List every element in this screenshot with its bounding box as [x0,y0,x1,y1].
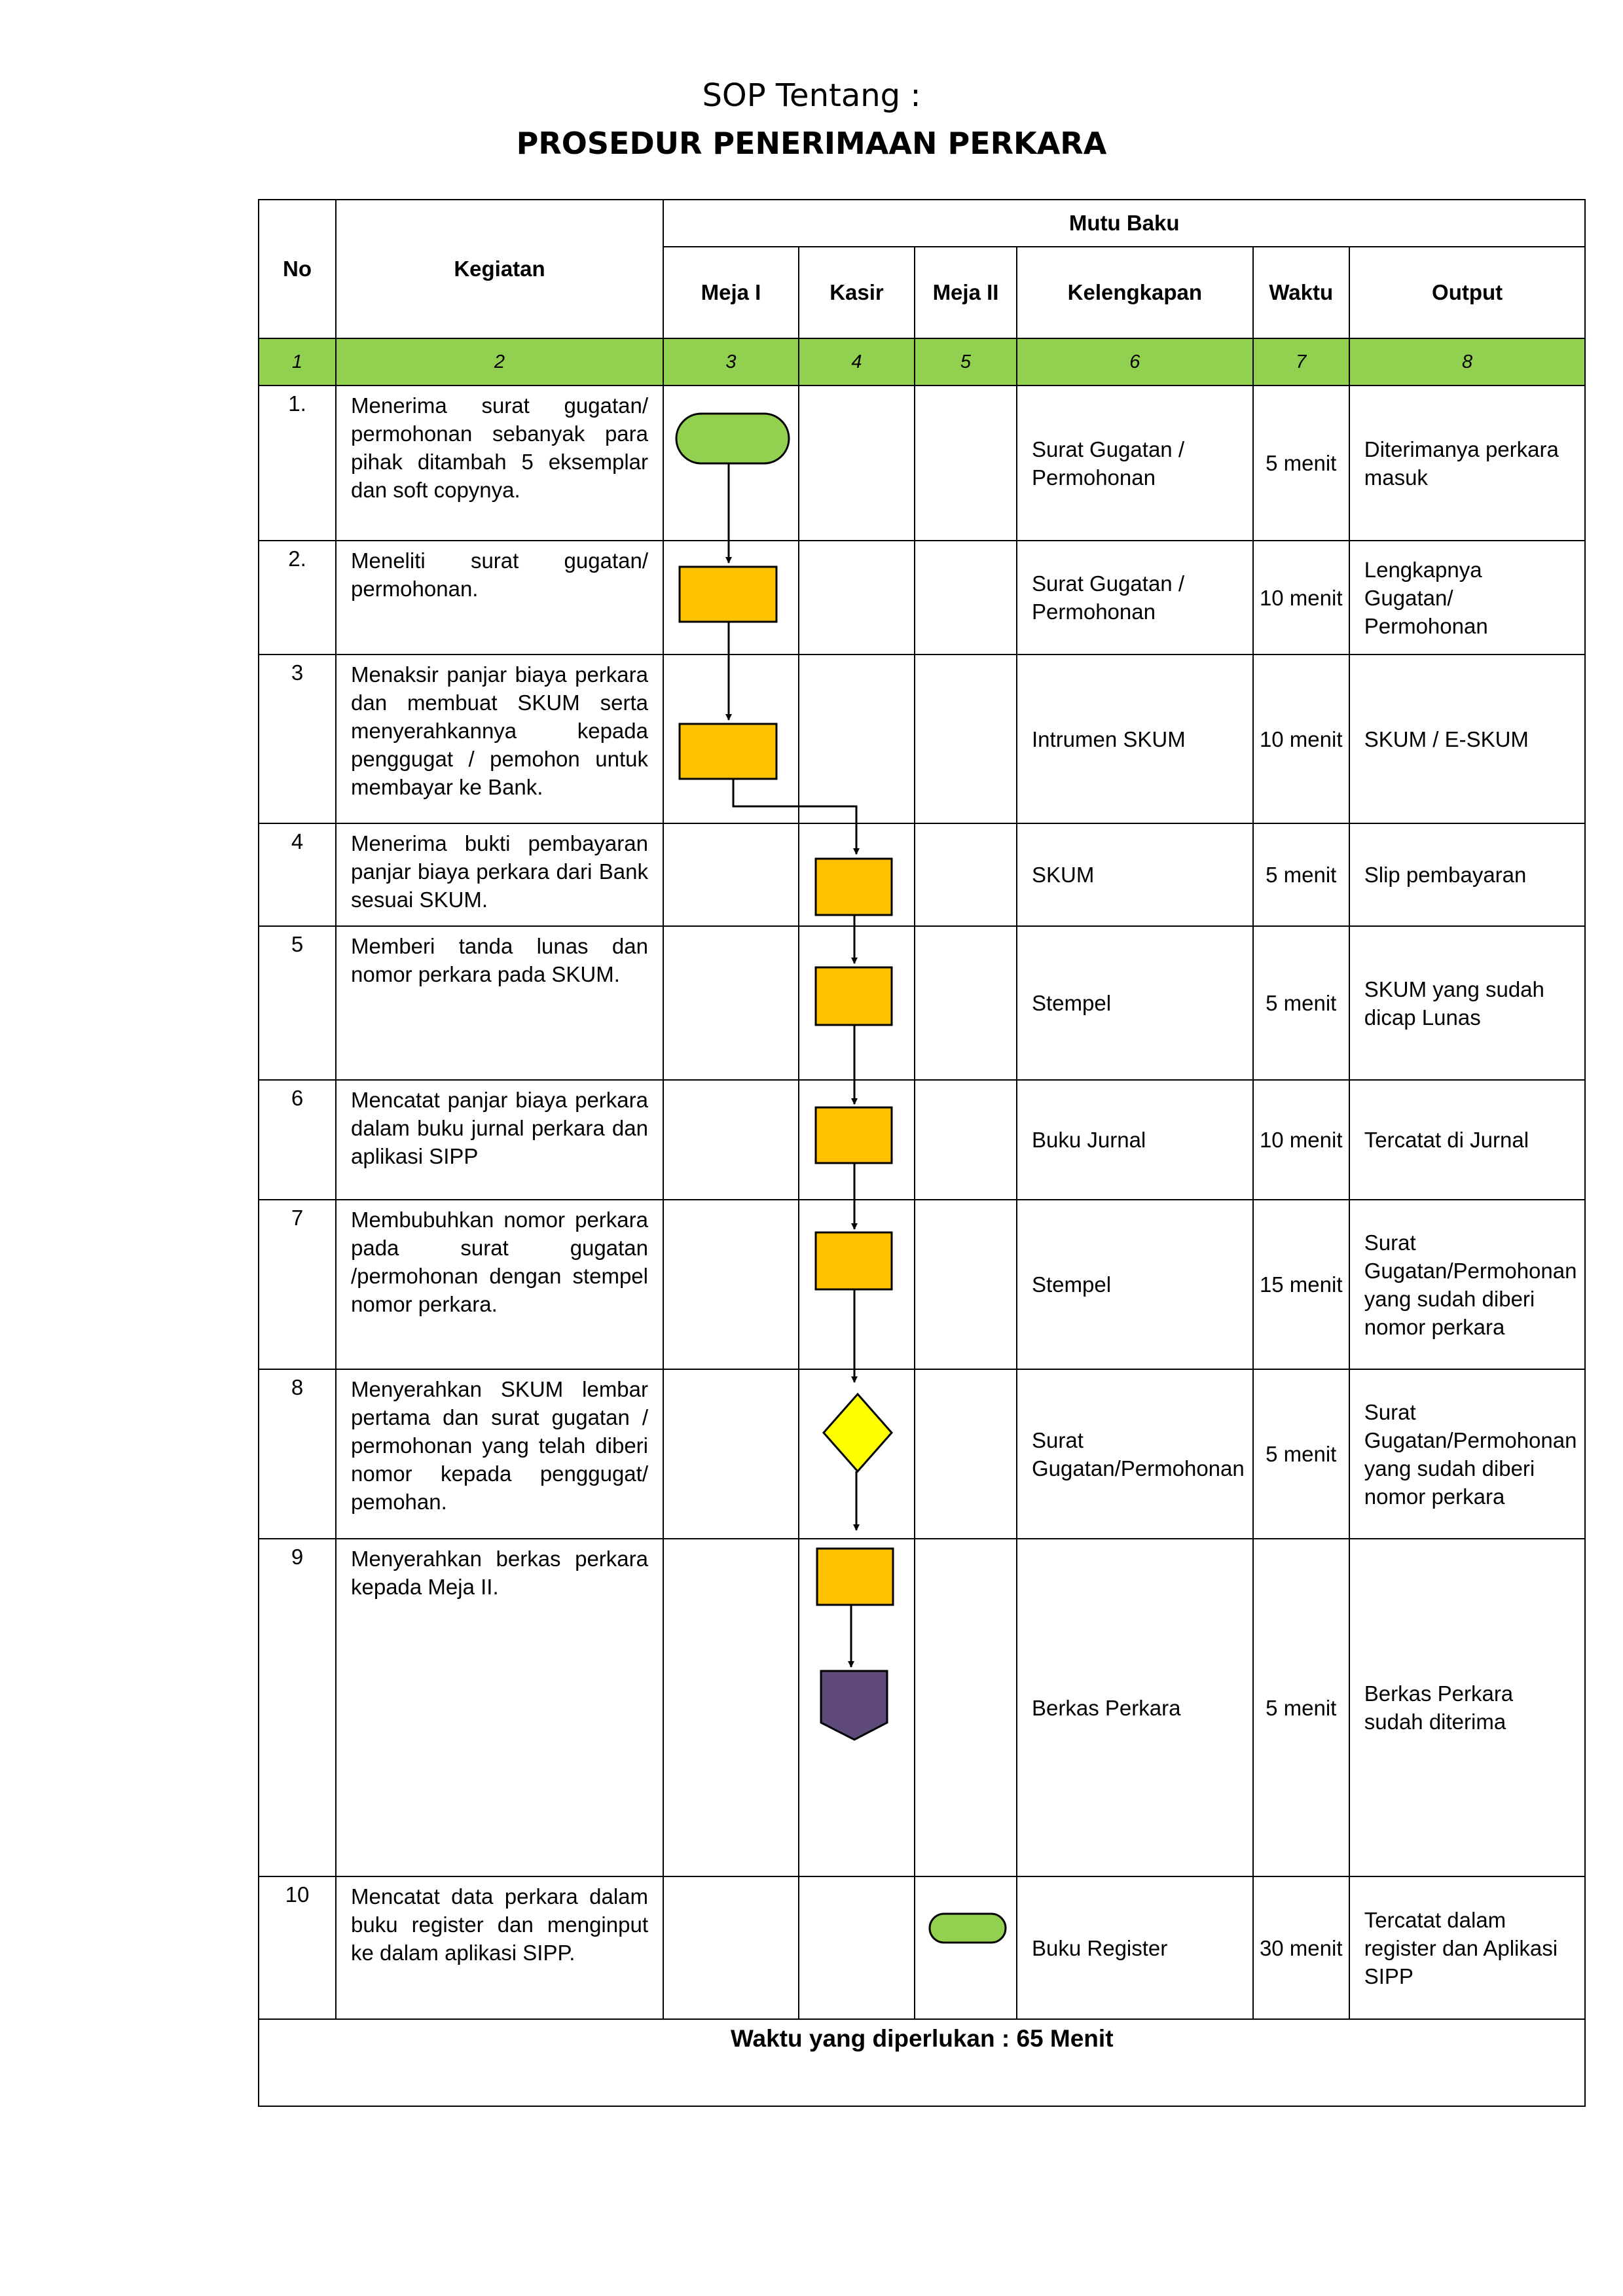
col-number: 5 [915,338,1017,386]
row-waktu: 15 menit [1253,1200,1349,1369]
process-shape [680,567,776,622]
row-waktu: 10 menit [1253,541,1349,655]
row-kegiatan: Menaksir panjar biaya perkara dan membuat SKUM serta menyerahkannya kepada penggugat / pemohon untuk membayar ke Bank. [336,655,663,823]
row-no: 9 [259,1539,336,1876]
offpage-connector-shape [821,1671,887,1740]
row-output: Slip pembayaran [1349,823,1586,926]
col-number: 8 [1349,338,1586,386]
header-kelengkapan: Kelengkapan [1017,247,1253,338]
row-output: Surat Gugatan/Permohonan yang sudah diberi nomor perkara [1349,1200,1586,1369]
row-kegiatan: Menyerahkan berkas perkara kepada Meja II. [336,1539,663,1876]
row-no: 1. [259,386,336,541]
header-meja2: Meja II [915,247,1017,338]
row-kegiatan: Membubuhkan nomor perkara pada surat gugatan /permohonan dengan stempel nomor perkara. [336,1200,663,1369]
row-waktu: 30 menit [1253,1876,1349,2019]
header-meja1: Meja I [663,247,799,338]
row-no: 7 [259,1200,336,1369]
row-kegiatan: Memberi tanda lunas dan nomor perkara pada SKUM. [336,926,663,1080]
row-kelengkapan: SKUM [1017,823,1253,926]
row-output: SKUM yang sudah dicap Lunas [1349,926,1586,1080]
process-shape [816,859,892,915]
row-no: 10 [259,1876,336,2019]
document-subtitle: PROSEDUR PENERIMAAN PERKARA [516,126,1107,161]
start-terminator-shape [676,414,789,463]
process-shape [816,967,892,1025]
process-shape [816,1232,892,1289]
flow-arrow [733,779,856,854]
row-no: 4 [259,823,336,926]
row-waktu: 5 menit [1253,1539,1349,1876]
row-kelengkapan: Stempel [1017,1200,1253,1369]
row-output: Surat Gugatan/Permohonan yang sudah diberi nomor perkara [1349,1369,1586,1539]
row-output: Lengkapnya Gugatan/ Permohonan [1349,541,1586,655]
row-waktu: 5 menit [1253,386,1349,541]
row-kelengkapan: Surat Gugatan / Permohonan [1017,541,1253,655]
process-shape [680,724,776,779]
total-time: Waktu yang diperlukan : 65 Menit [259,2019,1585,2106]
header-no: No [259,200,336,338]
row-kegiatan: Menerima bukti pembayaran panjar biaya perkara dari Bank sesuai SKUM. [336,823,663,926]
col-number: 6 [1017,338,1253,386]
row-kegiatan: Meneliti surat gugatan/ permohonan. [336,541,663,655]
row-kelengkapan: Surat Gugatan / Permohonan [1017,386,1253,541]
row-no: 2. [259,541,336,655]
row-no: 8 [259,1369,336,1539]
header-mutu-baku: Mutu Baku [663,200,1585,247]
col-number: 1 [259,338,336,386]
row-kegiatan: Menyerahkan SKUM lembar pertama dan surat gugatan / permohonan yang telah diberi nomor kepada penggugat/ pemohan. [336,1369,663,1539]
row-no: 6 [259,1080,336,1200]
row-kegiatan: Menerima surat gugatan/ permohonan sebanyak para pihak ditambah 5 eksemplar dan soft copynya. [336,386,663,541]
row-waktu: 5 menit [1253,926,1349,1080]
row-kelengkapan: Berkas Perkara [1017,1539,1253,1876]
col-number: 2 [336,338,663,386]
row-kegiatan: Mencatat data perkara dalam buku register dan menginput ke dalam aplikasi SIPP. [336,1876,663,2019]
row-kelengkapan: Intrumen SKUM [1017,655,1253,823]
row-output: SKUM / E-SKUM [1349,655,1586,823]
row-output: Diterimanya perkara masuk [1349,386,1586,541]
decision-shape [824,1394,892,1471]
header-waktu: Waktu [1253,247,1349,338]
header-kegiatan: Kegiatan [336,200,663,338]
process-shape [817,1549,893,1605]
row-no: 3 [259,655,336,823]
col-number: 7 [1253,338,1349,386]
row-output: Tercatat dalam register dan Aplikasi SIPP [1349,1876,1586,2019]
row-kelengkapan: Buku Register [1017,1876,1253,2019]
header-output: Output [1349,247,1586,338]
row-output: Berkas Perkara sudah diterima [1349,1539,1586,1876]
row-output: Tercatat di Jurnal [1349,1080,1586,1200]
row-kelengkapan: Buku Jurnal [1017,1080,1253,1200]
process-shape [816,1107,892,1163]
row-waktu: 5 menit [1253,1369,1349,1539]
row-waktu: 5 menit [1253,823,1349,926]
row-kelengkapan: Stempel [1017,926,1253,1080]
row-kegiatan: Mencatat panjar biaya perkara dalam buku jurnal perkara dan aplikasi SIPP [336,1080,663,1200]
header-kasir: Kasir [799,247,915,338]
row-waktu: 10 menit [1253,1080,1349,1200]
end-terminator-shape [930,1914,1006,1943]
row-no: 5 [259,926,336,1080]
document-title: SOP Tentang : [702,77,921,114]
col-number: 4 [799,338,915,386]
row-waktu: 10 menit [1253,655,1349,823]
row-kelengkapan: Surat Gugatan/Permohonan [1017,1369,1253,1539]
col-number: 3 [663,338,799,386]
